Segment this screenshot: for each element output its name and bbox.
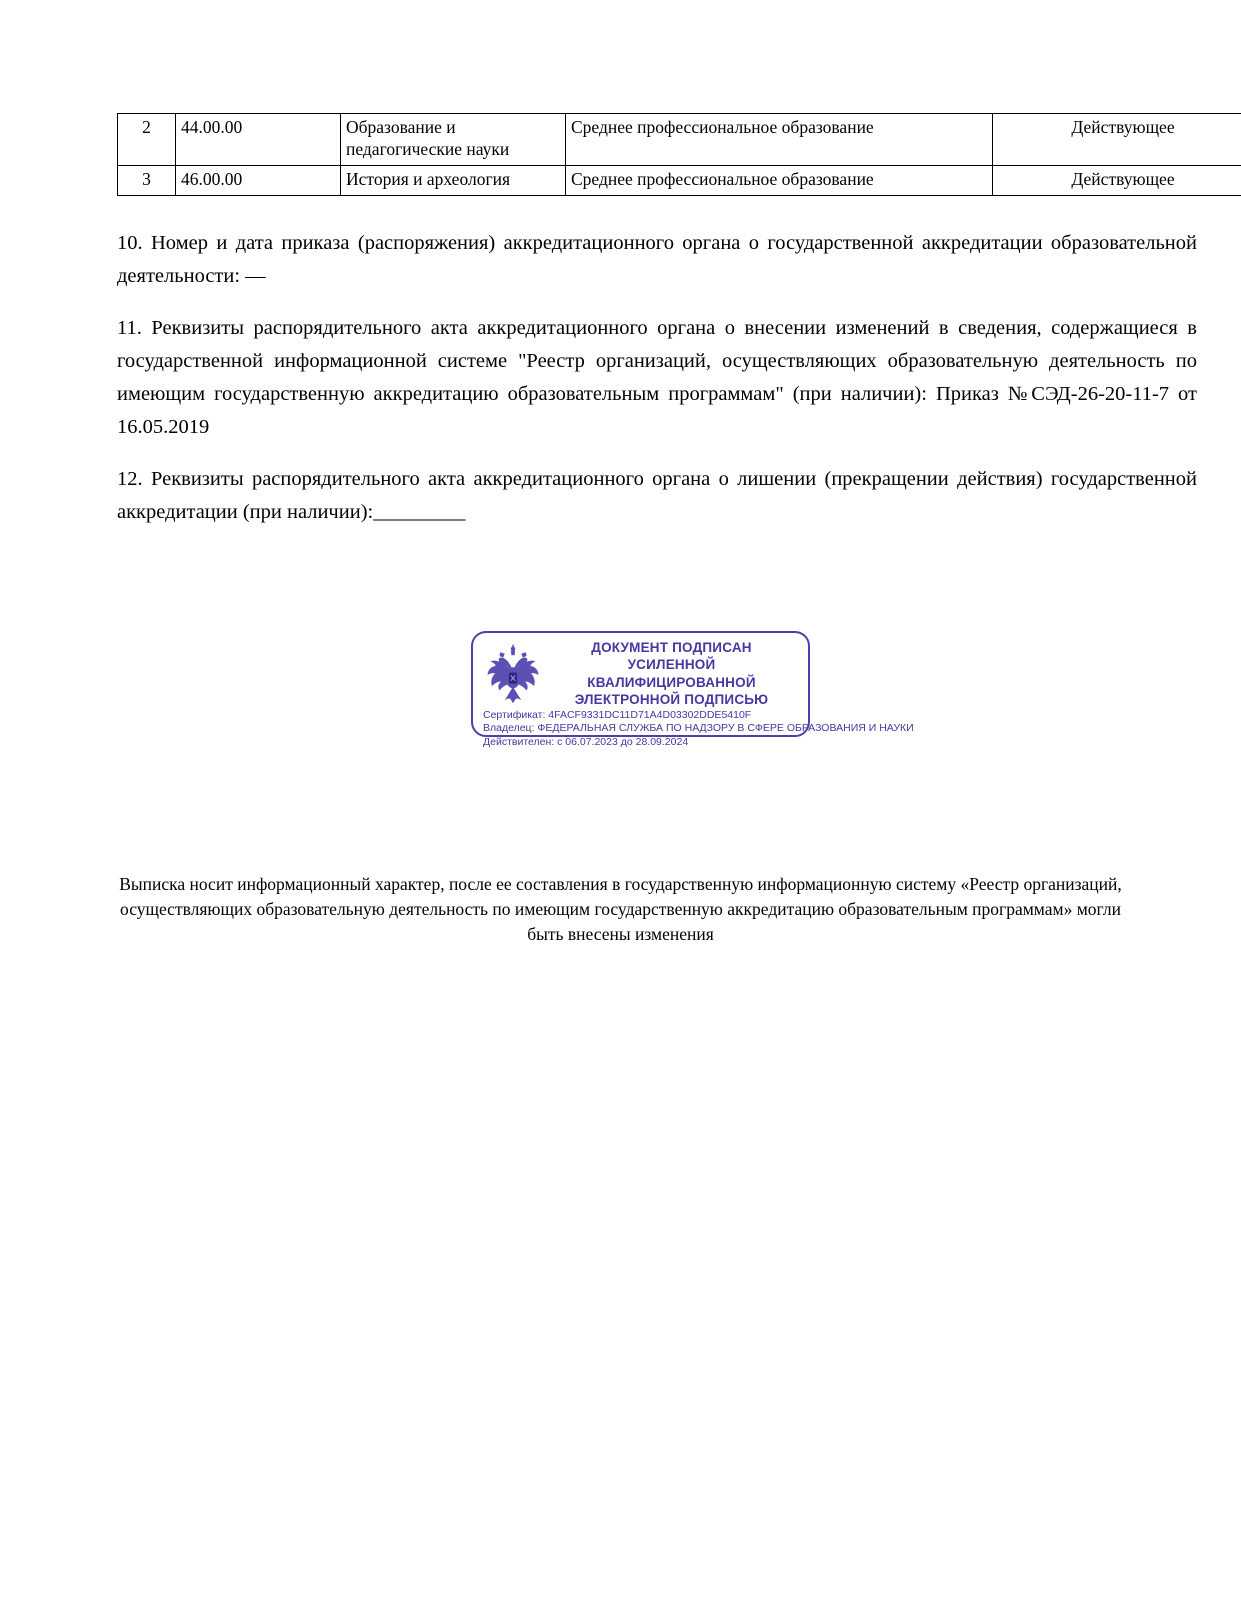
cell-ugs-code: 46.00.00 xyxy=(176,166,341,196)
stamp-title xyxy=(545,639,798,708)
footer-informational-note: Выписка носит информационный характер, после ее составления в государственную информационную систему «Реестр организаций, осуществляющих образовательную деятельность по имеющим государственную аккредитацию образовательным программам» могли быть внесены изменения xyxy=(119,874,1122,944)
stamp-title-line3: ЭЛЕКТРОННОЙ ПОДПИСЬЮ xyxy=(574,691,769,707)
stamp-title-line2: УСИЛЕННОЙ КВАЛИФИЦИРОВАННОЙ xyxy=(587,657,756,690)
paragraph-11-amendments-act: 11. Реквизиты распорядительного акта аккредитационного органа о внесении изменений в сведения, содержащиеся в государственной информационной системе "Реестр организаций, осуществляющих образовательную деятельность по имеющим государственную аккредитацию образовательным программам" (при наличии): Приказ №СЭД-26-20-11-7 от 16.05.2019 xyxy=(117,316,1197,438)
cell-edu-level: Среднее профессиональное образование xyxy=(566,114,993,166)
cell-ugs-name: Образование и педагогические науки xyxy=(341,114,566,166)
cell-row-number: 3 xyxy=(118,166,176,196)
coat-of-arms-eagle-icon xyxy=(485,644,541,704)
stamp-validity: Действителен: с 06.07.2023 до 28.09.2024 xyxy=(483,735,689,748)
table-row xyxy=(118,166,1241,196)
document-content xyxy=(0,0,1241,529)
cell-ugs-name: История и археология xyxy=(341,166,566,196)
cell-ugs-code: 44.00.00 xyxy=(176,114,341,166)
digital-signature-stamp xyxy=(471,631,914,748)
paragraph-10-accreditation-order: 10. Номер и дата приказа (распоряжения) аккредитационного органа о государственной аккредитации образовательной деятельности: — xyxy=(117,231,1197,287)
accreditation-programs-table xyxy=(117,113,1241,196)
paragraph-12-revocation-act: 12. Реквизиты распорядительного акта аккредитационного органа о лишении (прекращении действия) государственной аккредитации (при наличии):_________ xyxy=(117,467,1197,523)
cell-edu-level: Среднее профессиональное образование xyxy=(566,166,993,196)
stamp-header xyxy=(483,639,798,708)
stamp-details xyxy=(483,709,914,749)
stamp-certificate: Сертификат: 4FACF9331DC11D71A4D03302DDE5410F xyxy=(483,709,752,722)
stamp-title-line1: ДОКУМЕНТ ПОДПИСАН xyxy=(591,640,752,655)
cell-row-number: 2 xyxy=(118,114,176,166)
cell-status: Действующее xyxy=(993,166,1241,196)
stamp-owner: Владелец: ФЕДЕРАЛЬНАЯ СЛУЖБА ПО НАДЗОРУ В СФЕРЕ ОБРАЗОВАНИЯ И НАУКИ xyxy=(483,722,914,735)
cell-status: Действующее xyxy=(993,114,1241,166)
table-row xyxy=(118,114,1241,166)
